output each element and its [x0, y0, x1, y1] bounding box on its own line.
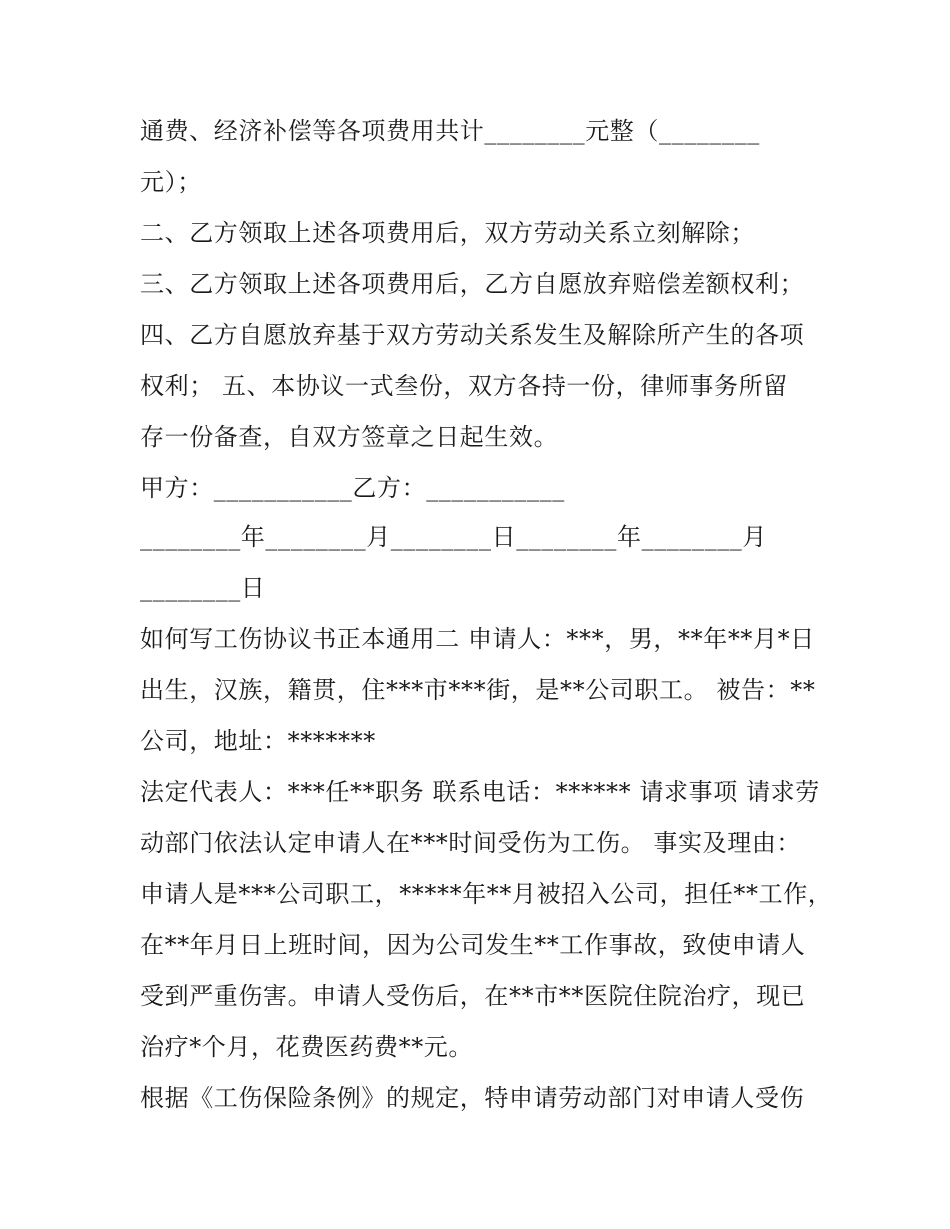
date-line: ________年________月________日________年________月	[140, 523, 767, 551]
text-line: 如何写工伤协议书正本通用二 申请人：***，男，**年**月*日	[140, 625, 815, 653]
text-line: 受到严重伤害。申请人受伤后，在**市**医院住院治疗，现已	[140, 982, 806, 1010]
text-line: 公司，地址：*******	[140, 727, 376, 755]
text-line: 权利； 五、本协议一式叁份，双方各持一份，律师事务所留	[140, 372, 788, 400]
text-line: 在**年月日上班时间，因为公司发生**工作事故，致使申请人	[140, 931, 806, 959]
text-line: 申请人是***公司职工，*****年**月被招入公司，担任**工作，	[140, 880, 833, 908]
text-line: 治疗*个月，花费医药费**元。	[140, 1033, 473, 1061]
text-line: 存一份备查，自双方签章之日起生效。	[140, 423, 559, 451]
text-line: 通费、经济补偿等各项费用共计________元整（________	[140, 117, 760, 145]
text-line: 四、乙方自愿放弃基于双方劳动关系发生及解除所产生的各项	[140, 321, 805, 349]
signature-line: 甲方：___________乙方：___________	[140, 474, 565, 502]
text-line: 三、乙方领取上述各项费用后，乙方自愿放弃赔偿差额权利；	[140, 270, 805, 298]
text-line: 动部门依法认定申请人在***时间受伤为工伤。 事实及理由：	[140, 829, 802, 857]
text-line: 二、乙方领取上述各项费用后，双方劳动关系立刻解除；	[140, 219, 755, 247]
text-line: 根据《工伤保险条例》的规定，特申请劳动部门对申请人受伤	[140, 1084, 805, 1112]
text-line: 出生，汉族，籍贯，住***市***街，是**公司职工。 被告：**	[140, 676, 816, 704]
date-line: ________日	[140, 574, 266, 602]
text-line: 元）；	[140, 168, 202, 196]
text-line: 法定代表人：***任**职务 联系电话：****** 请求事项 请求劳	[140, 778, 820, 806]
